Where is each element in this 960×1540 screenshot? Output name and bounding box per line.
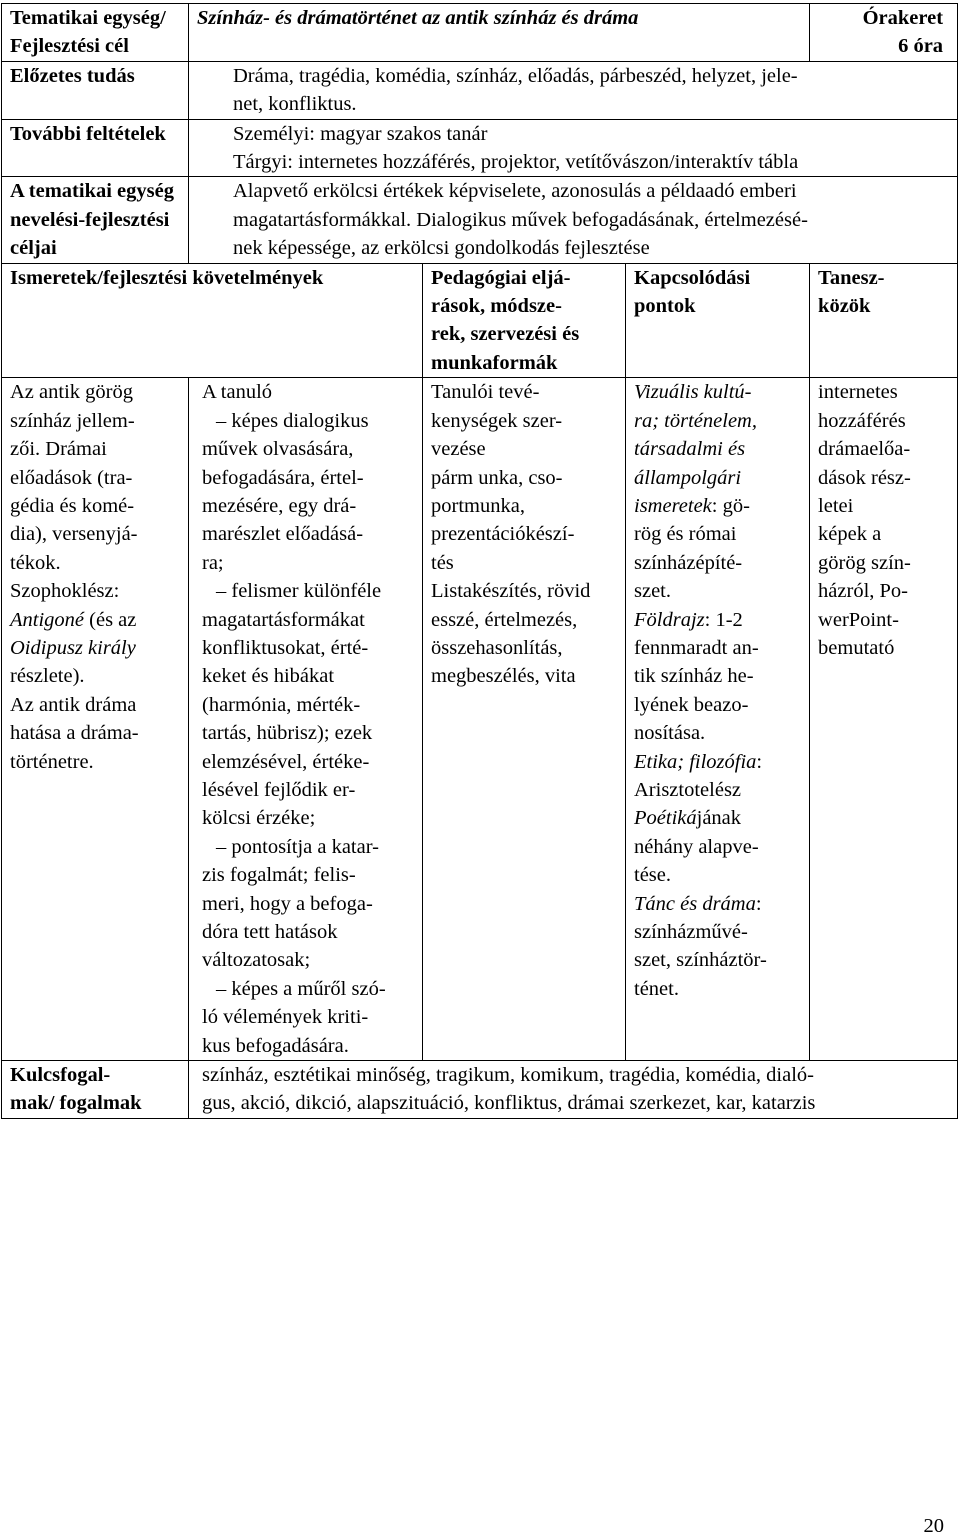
content-row bbox=[2, 378, 958, 1061]
goals-label-line: nevelési-fejlesztési bbox=[10, 208, 170, 231]
key-concepts-line: gus, akció, dikció, alapszituáció, konfliktus, drámai szerkezet, kar, katarzis bbox=[202, 1092, 816, 1115]
student-cell bbox=[189, 378, 423, 1061]
knowledge-line: dia), versenyjá- bbox=[10, 523, 138, 546]
knowledge-cell bbox=[2, 378, 189, 1061]
connection-line: állampolgári bbox=[634, 466, 742, 489]
knowledge-line: hatása a dráma- bbox=[10, 722, 139, 745]
connection-line: Etika; filozófia: bbox=[634, 750, 763, 773]
student-requirement-line: kölcsi érzéke; bbox=[202, 807, 316, 830]
tool-line: dások rész- bbox=[818, 466, 911, 489]
method-line: kenységek szer- bbox=[431, 409, 563, 432]
requirements-header bbox=[2, 263, 423, 378]
student-requirement-line: mezésére, egy drá- bbox=[202, 494, 357, 517]
methods-header-line: Pedagógiai eljá- bbox=[431, 266, 571, 289]
key-concepts-label bbox=[2, 1061, 189, 1119]
goals-content bbox=[189, 177, 958, 263]
conditions-line: Tárgyi: internetes hozzáférés, projektor, vetítővászon/interaktív tábla bbox=[233, 151, 799, 174]
unit-label-line: Fejlesztési cél bbox=[10, 35, 129, 58]
student-requirement-line: – képes dialogikus bbox=[216, 409, 369, 432]
connections-header-line: pontok bbox=[634, 295, 696, 318]
connection-line: társadalmi és bbox=[634, 438, 746, 461]
key-concepts-label-line: mak/ fogalmak bbox=[10, 1092, 142, 1115]
student-requirement-line: konfliktusokat, érté- bbox=[202, 636, 369, 659]
conditions-label-text: További feltételek bbox=[10, 122, 166, 145]
student-requirement-line: keket és hibákat bbox=[202, 665, 335, 688]
knowledge-line: történetre. bbox=[10, 750, 94, 773]
student-requirement-line: magatartásformákat bbox=[202, 608, 365, 631]
knowledge-line: színház jellem- bbox=[10, 409, 135, 432]
requirements-header-text: Ismeretek/fejlesztési követelmények bbox=[10, 266, 324, 289]
prior-knowledge-label bbox=[2, 61, 189, 119]
knowledge-line: gédia és komé- bbox=[10, 494, 135, 517]
tool-line: internetes bbox=[818, 381, 898, 404]
connection-line: Vizuális kultú- bbox=[634, 381, 752, 404]
conditions-label bbox=[2, 119, 189, 177]
connection-line: szet, színháztör- bbox=[634, 949, 767, 972]
curriculum-table bbox=[1, 3, 958, 1119]
student-requirement-line: elemzésével, értéke- bbox=[202, 750, 370, 773]
prior-knowledge-line: Dráma, tragédia, komédia, színház, előadás, párbeszéd, helyzet, jele- bbox=[233, 64, 798, 87]
methods-header bbox=[423, 263, 626, 378]
method-line: tés bbox=[431, 551, 454, 574]
tool-line: képek a bbox=[818, 523, 882, 546]
prior-knowledge-label-text: Előzetes tudás bbox=[10, 64, 135, 87]
student-requirement-line: ló vélemények kriti- bbox=[202, 1006, 369, 1029]
student-requirement-line: A tanuló bbox=[202, 381, 273, 404]
connections-header-line: Kapcsolódási bbox=[634, 266, 751, 289]
connection-line: Arisztotelész bbox=[634, 778, 742, 801]
method-line: Tanulói tevé- bbox=[431, 381, 540, 404]
connection-line: tése. bbox=[634, 864, 671, 887]
methods-header-line: munkaformák bbox=[431, 351, 558, 374]
methods-header-line: rások, módsze- bbox=[431, 295, 562, 318]
tool-line: görög szín- bbox=[818, 551, 911, 574]
tool-line: hozzáférés bbox=[818, 409, 906, 432]
knowledge-line: részlete). bbox=[10, 665, 85, 688]
method-line: Listakészítés, rövid bbox=[431, 580, 591, 603]
knowledge-line: Szophoklész: bbox=[10, 580, 120, 603]
goals-label-line: céljai bbox=[10, 237, 57, 260]
tool-line: drámaelőa- bbox=[818, 438, 911, 461]
student-requirement-line: – pontosítja a katar- bbox=[216, 835, 379, 858]
conditions-row bbox=[2, 119, 958, 177]
student-requirement-line: (harmónia, mérték- bbox=[202, 693, 361, 716]
methods-cell bbox=[423, 378, 626, 1061]
connection-line: ra; történelem, bbox=[634, 409, 757, 432]
student-requirement-line: dóra tett hatások bbox=[202, 921, 338, 943]
connection-line: fennmaradt an- bbox=[634, 636, 759, 659]
student-requirement-line: marészlet előadásá- bbox=[202, 523, 364, 546]
tools-cell bbox=[810, 378, 958, 1061]
prior-knowledge-row bbox=[2, 61, 958, 119]
method-line: párm unka, cso- bbox=[431, 466, 563, 489]
connections-cell bbox=[626, 378, 810, 1061]
hours-cell bbox=[810, 4, 958, 62]
connection-line: ténet. bbox=[634, 977, 679, 1000]
student-requirement-line: lésével fejlődik er- bbox=[202, 778, 356, 801]
connection-line: lyének beazo- bbox=[634, 693, 749, 716]
knowledge-line: Az antik görög bbox=[10, 381, 133, 404]
tools-header-line: Tanesz- bbox=[818, 266, 885, 289]
method-line: megbeszélés, vita bbox=[431, 665, 576, 688]
unit-label-line: Tematikai egység/ bbox=[10, 7, 166, 29]
knowledge-line: Antigoné (és az bbox=[10, 608, 137, 631]
goals-line: magatartásformákkal. Dialogikus művek befogadásának, értelmezésé- bbox=[233, 208, 808, 231]
unit-title: Színház- és drámatörténet az antik színház és dráma bbox=[197, 7, 639, 29]
knowledge-line: előadások (tra- bbox=[10, 466, 133, 489]
connection-line: tik színház he- bbox=[634, 665, 754, 688]
key-concepts-label-line: Kulcsfogal- bbox=[10, 1064, 111, 1087]
method-line: portmunka, bbox=[431, 494, 525, 517]
hours-label: Órakeret bbox=[862, 7, 944, 29]
tools-header-line: közök bbox=[818, 295, 871, 318]
methods-header-line: rek, szervezési és bbox=[431, 323, 580, 346]
goals-label bbox=[2, 177, 189, 263]
student-requirement-line: – képes a műről szó- bbox=[216, 977, 386, 1000]
connection-line: Tánc és dráma: bbox=[634, 892, 762, 915]
student-requirement-line: befogadására, értel- bbox=[202, 466, 364, 489]
connection-line: szet. bbox=[634, 580, 671, 603]
prior-knowledge-content bbox=[189, 61, 958, 119]
hours-value: 6 óra bbox=[898, 35, 944, 58]
method-line: esszé, értelmezés, bbox=[431, 608, 578, 631]
connection-line: rög és római bbox=[634, 523, 737, 546]
knowledge-line: tékok. bbox=[10, 551, 61, 574]
connection-line: Poétikájának bbox=[634, 807, 742, 830]
student-requirement-line: ra; bbox=[202, 551, 224, 574]
method-line: összehasonlítás, bbox=[431, 636, 563, 659]
key-concepts-row bbox=[2, 1061, 958, 1119]
key-concepts-content bbox=[189, 1061, 958, 1119]
connection-line: színházművé- bbox=[634, 921, 748, 943]
student-requirement-line: változatosak; bbox=[202, 949, 311, 972]
student-requirement-line: meri, hogy a befoga- bbox=[202, 892, 373, 915]
connections-header bbox=[626, 263, 810, 378]
tool-line: bemutató bbox=[818, 636, 895, 659]
column-header-row bbox=[2, 263, 958, 378]
connection-line: nosítása. bbox=[634, 722, 706, 745]
unit-label-cell bbox=[2, 4, 189, 62]
method-line: prezentációkészí- bbox=[431, 523, 575, 546]
student-requirement-line: – felismer különféle bbox=[216, 580, 382, 603]
conditions-content bbox=[189, 119, 958, 177]
goals-row bbox=[2, 177, 958, 263]
unit-title-cell bbox=[189, 4, 810, 62]
prior-knowledge-line: net, konfliktus. bbox=[233, 93, 357, 116]
tools-header bbox=[810, 263, 958, 378]
knowledge-line: zői. Drámai bbox=[10, 438, 107, 461]
page-number: 20 bbox=[923, 1515, 944, 1537]
key-concepts-line: színház, esztétikai minőség, tragikum, komikum, tragédia, komédia, dialó- bbox=[202, 1064, 814, 1087]
tool-line: letei bbox=[818, 494, 854, 517]
student-requirement-line: kus befogadására. bbox=[202, 1034, 349, 1057]
knowledge-line: Oidipusz király bbox=[10, 636, 136, 659]
tool-line: werPoint- bbox=[818, 608, 899, 631]
connection-line: ismeretek: gö- bbox=[634, 494, 750, 517]
knowledge-line: Az antik dráma bbox=[10, 693, 137, 716]
method-line: vezése bbox=[431, 438, 486, 461]
student-requirement-line: tartás, hübrisz); ezek bbox=[202, 722, 373, 745]
conditions-line: Személyi: magyar szakos tanár bbox=[233, 122, 488, 145]
student-requirement-line: zis fogalmát; felis- bbox=[202, 864, 356, 887]
tool-line: házról, Po- bbox=[818, 580, 908, 603]
connection-line: Földrajz: 1-2 bbox=[634, 608, 743, 631]
goals-line: nek képessége, az erkölcsi gondolkodás fejlesztése bbox=[233, 237, 650, 260]
connection-line: színházépíté- bbox=[634, 551, 743, 574]
connection-line: néhány alapve- bbox=[634, 835, 759, 858]
goals-line: Alapvető erkölcsi értékek képviselete, azonosulás a példaadó emberi bbox=[233, 180, 797, 203]
header-row bbox=[2, 4, 958, 62]
student-requirement-line: művek olvasására, bbox=[202, 438, 354, 461]
goals-label-line: A tematikai egység bbox=[10, 180, 174, 203]
